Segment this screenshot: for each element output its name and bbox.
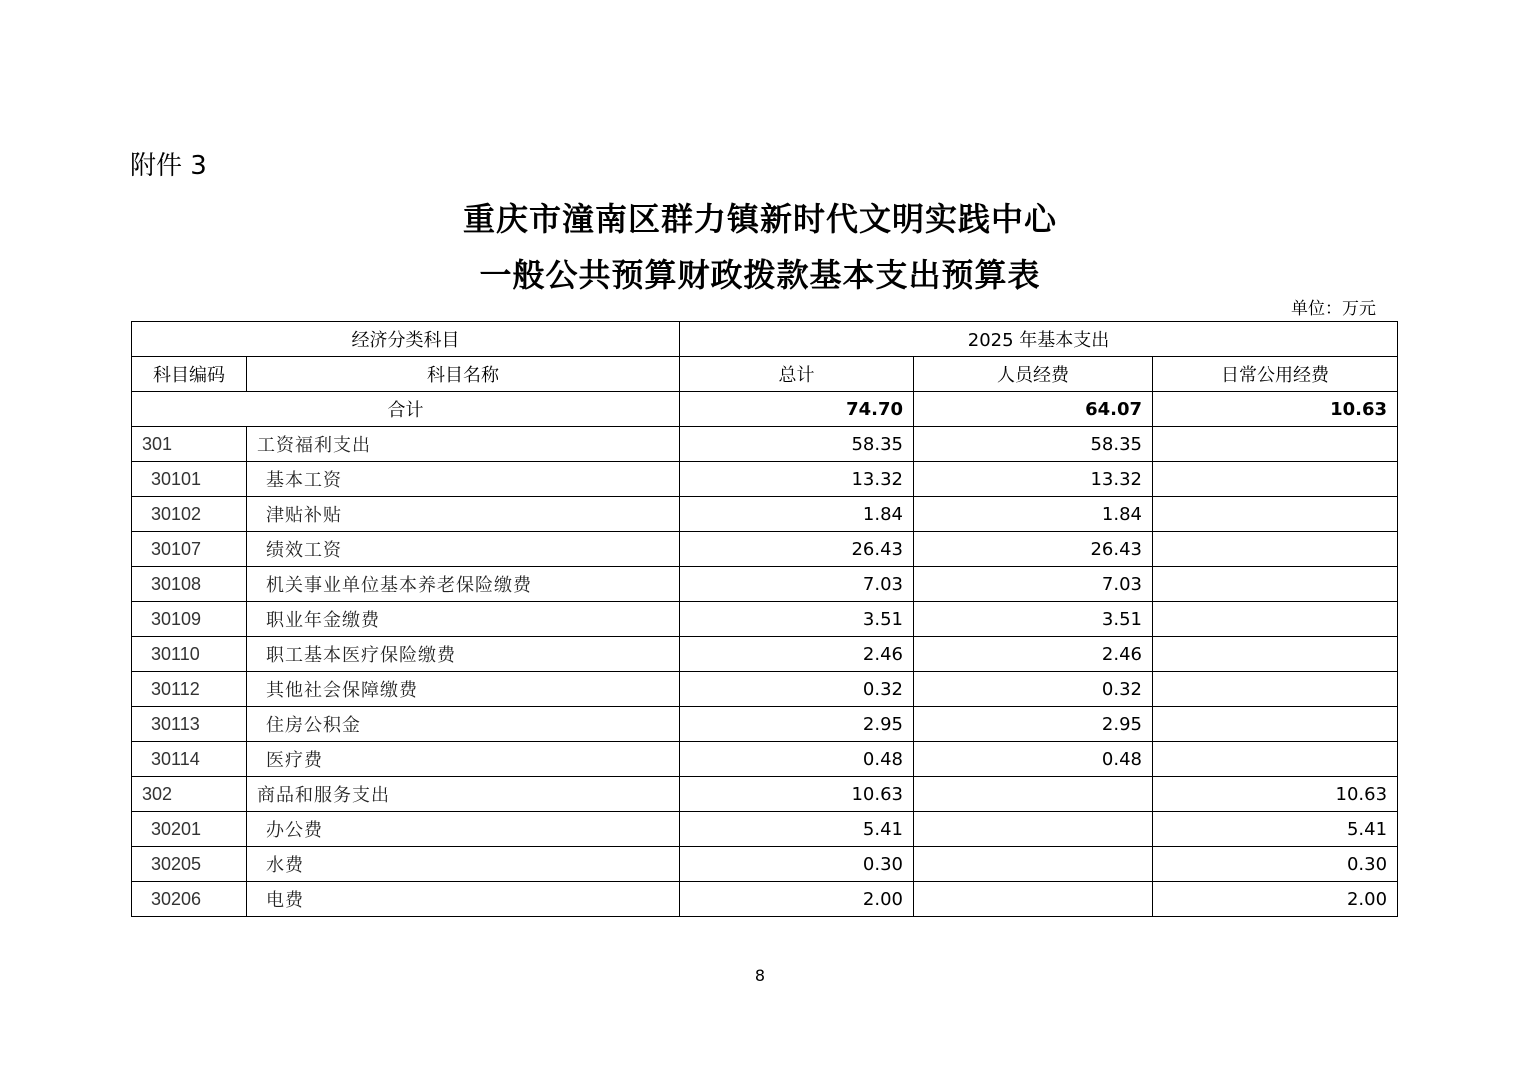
budget-table (131, 321, 1398, 917)
public-cell (1153, 567, 1398, 602)
header-total: 总计 (680, 357, 914, 392)
table-row (132, 707, 1398, 742)
subject-code-cell: 30107 (132, 532, 247, 567)
public-cell: 2.00 (1153, 882, 1398, 917)
total-cell: 3.51 (680, 602, 914, 637)
header-public-expenses: 日常公用经费 (1153, 357, 1398, 392)
public-cell (1153, 462, 1398, 497)
document-title-line-2: 一般公共预算财政拨款基本支出预算表 (479, 256, 1041, 294)
table-row (132, 742, 1398, 777)
public-cell (1153, 672, 1398, 707)
subject-name-cell: 绩效工资 (247, 532, 680, 567)
total-cell: 5.41 (680, 812, 914, 847)
subject-code-cell: 30102 (132, 497, 247, 532)
table-row (132, 847, 1398, 882)
subject-code-cell: 30109 (132, 602, 247, 637)
public-cell: 0.30 (1153, 847, 1398, 882)
public-cell (1153, 427, 1398, 462)
unit-label: 单位：万元 (1291, 299, 1376, 319)
total-personnel: 64.07 (914, 392, 1153, 427)
subject-code-cell: 30206 (132, 882, 247, 917)
subject-name-cell: 津贴补贴 (247, 497, 680, 532)
public-cell (1153, 497, 1398, 532)
header-subject-name: 科目名称 (247, 357, 680, 392)
header-basic-expenditure: 2025 年基本支出 (680, 322, 1398, 357)
table-row (132, 602, 1398, 637)
total-row (132, 392, 1398, 427)
personnel-cell: 2.46 (914, 637, 1153, 672)
personnel-cell (914, 882, 1153, 917)
total-cell: 10.63 (680, 777, 914, 812)
table-row (132, 812, 1398, 847)
subject-name-cell: 职工基本医疗保险缴费 (247, 637, 680, 672)
total-cell: 2.95 (680, 707, 914, 742)
table-row (132, 777, 1398, 812)
total-label: 合计 (132, 392, 680, 427)
header-column-row (132, 357, 1398, 392)
table-row (132, 532, 1398, 567)
table-row (132, 462, 1398, 497)
personnel-cell: 0.32 (914, 672, 1153, 707)
attachment-label: 附件 3 (130, 151, 207, 181)
table-row (132, 427, 1398, 462)
subject-name-cell: 工资福利支出 (247, 427, 680, 462)
subject-name-cell: 机关事业单位基本养老保险缴费 (247, 567, 680, 602)
document-title-line-1: 重庆市潼南区群力镇新时代文明实践中心 (462, 200, 1057, 238)
personnel-cell: 13.32 (914, 462, 1153, 497)
subject-name-cell: 其他社会保障缴费 (247, 672, 680, 707)
total-cell: 7.03 (680, 567, 914, 602)
total-public: 10.63 (1153, 392, 1398, 427)
total-cell: 2.46 (680, 637, 914, 672)
subject-code-cell: 30108 (132, 567, 247, 602)
subject-name-cell: 基本工资 (247, 462, 680, 497)
personnel-cell: 26.43 (914, 532, 1153, 567)
public-cell (1153, 637, 1398, 672)
total-cell: 26.43 (680, 532, 914, 567)
total-cell: 0.32 (680, 672, 914, 707)
subject-name-cell: 水费 (247, 847, 680, 882)
table-row (132, 497, 1398, 532)
total-cell: 13.32 (680, 462, 914, 497)
header-group-row (132, 322, 1398, 357)
subject-name-cell: 医疗费 (247, 742, 680, 777)
personnel-cell (914, 847, 1153, 882)
total-cell: 58.35 (680, 427, 914, 462)
public-cell (1153, 742, 1398, 777)
subject-code-cell: 301 (132, 427, 247, 462)
table-row (132, 637, 1398, 672)
header-subject-code: 科目编码 (132, 357, 247, 392)
total-cell: 1.84 (680, 497, 914, 532)
total-cell: 0.48 (680, 742, 914, 777)
subject-code-cell: 302 (132, 777, 247, 812)
subject-name-cell: 职业年金缴费 (247, 602, 680, 637)
public-cell: 10.63 (1153, 777, 1398, 812)
total-cell: 2.00 (680, 882, 914, 917)
subject-name-cell: 电费 (247, 882, 680, 917)
personnel-cell (914, 777, 1153, 812)
subject-code-cell: 30114 (132, 742, 247, 777)
personnel-cell: 0.48 (914, 742, 1153, 777)
public-cell: 5.41 (1153, 812, 1398, 847)
total-sum: 74.70 (680, 392, 914, 427)
public-cell (1153, 707, 1398, 742)
subject-code-cell: 30113 (132, 707, 247, 742)
subject-code-cell: 30201 (132, 812, 247, 847)
personnel-cell: 7.03 (914, 567, 1153, 602)
personnel-cell: 58.35 (914, 427, 1153, 462)
table-row (132, 672, 1398, 707)
subject-code-cell: 30205 (132, 847, 247, 882)
total-cell: 0.30 (680, 847, 914, 882)
header-economic-category: 经济分类科目 (132, 322, 680, 357)
subject-code-cell: 30110 (132, 637, 247, 672)
personnel-cell (914, 812, 1153, 847)
subject-name-cell: 商品和服务支出 (247, 777, 680, 812)
personnel-cell: 2.95 (914, 707, 1153, 742)
subject-name-cell: 办公费 (247, 812, 680, 847)
table-row (132, 567, 1398, 602)
subject-code-cell: 30101 (132, 462, 247, 497)
personnel-cell: 3.51 (914, 602, 1153, 637)
header-personnel-expenses: 人员经费 (914, 357, 1153, 392)
public-cell (1153, 532, 1398, 567)
public-cell (1153, 602, 1398, 637)
subject-name-cell: 住房公积金 (247, 707, 680, 742)
page-number: 8 (754, 966, 766, 985)
table-row (132, 882, 1398, 917)
subject-code-cell: 30112 (132, 672, 247, 707)
personnel-cell: 1.84 (914, 497, 1153, 532)
